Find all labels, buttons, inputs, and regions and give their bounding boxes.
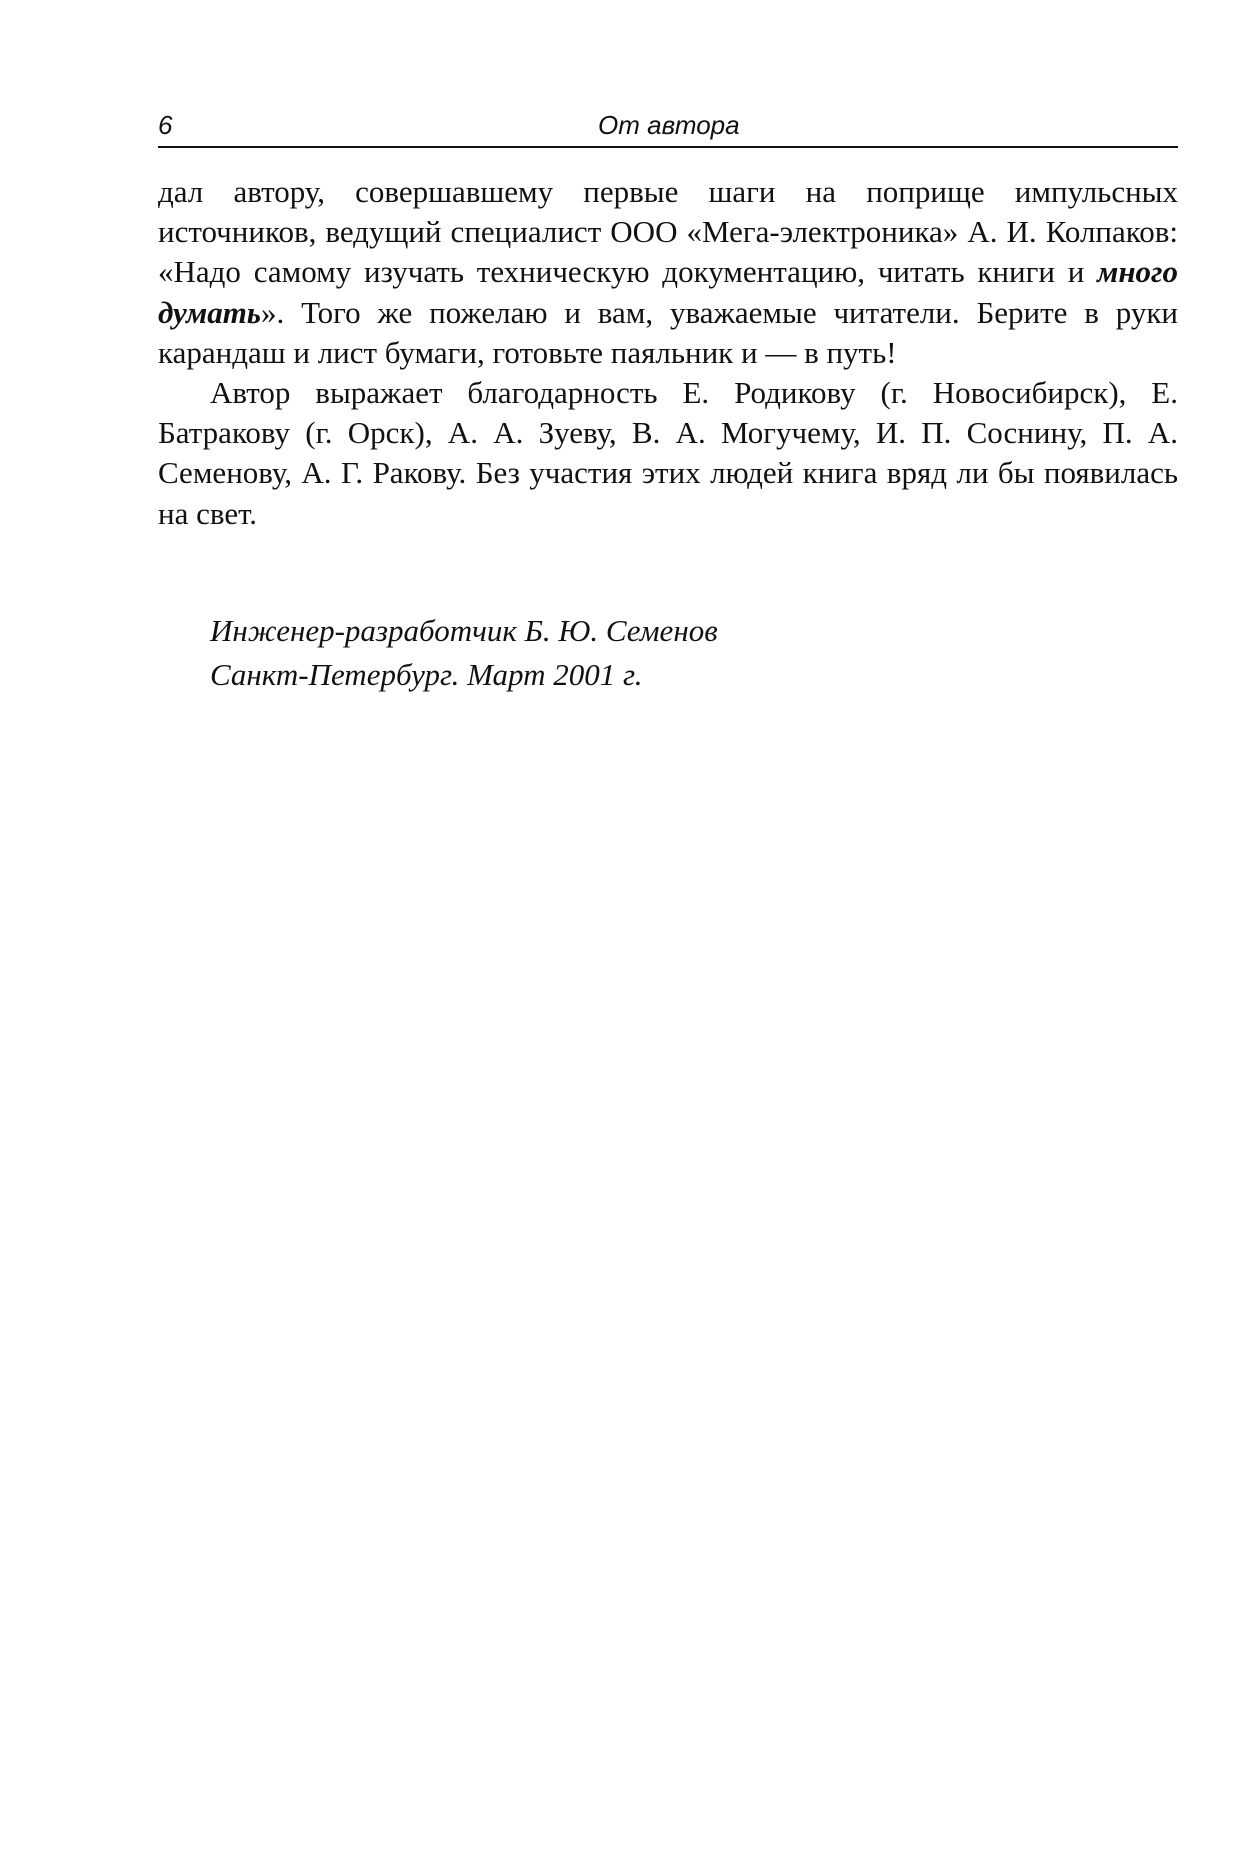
body-text <box>158 172 1178 534</box>
paragraph-acknowledgements: Автор выражает благодарность Е. Родикову (г. Новосибирск), Е. Батракову (г. Орск), А. А. Зуеву, В. А. Могучему, И. П. Соснину, П. А. Семенову, А. Г. Ракову. Без участия этих людей книга вряд ли бы появилась на свет. <box>158 375 1178 531</box>
running-title: От автора <box>598 110 740 140</box>
emphasis-text: много думать <box>158 254 1178 330</box>
paragraph-text: ». Того же пожелаю и вам, уважаемые читатели. Берите в руки карандаш и лист бумаги, готовьте паяльник и — в путь! <box>158 294 1178 370</box>
paragraph-continuation <box>158 172 1178 373</box>
paragraph-text: дал автору, совершавшему первые шаги на поприще импульсных источников, ведущий специалист ООО «Мега-электроника» А. И. Колпаков: «Надо самому изучать техническую документацию, читать книги и <box>158 174 1178 290</box>
header-rule <box>158 146 1178 148</box>
page-number: 6 <box>158 110 173 140</box>
signature-author-line: Инженер-разработчик Б. Ю. Семенов <box>210 613 718 648</box>
author-signature <box>210 609 1110 697</box>
running-head <box>158 104 1178 148</box>
signature-place-date-line: Санкт-Петербург. Март 2001 г. <box>210 657 643 692</box>
